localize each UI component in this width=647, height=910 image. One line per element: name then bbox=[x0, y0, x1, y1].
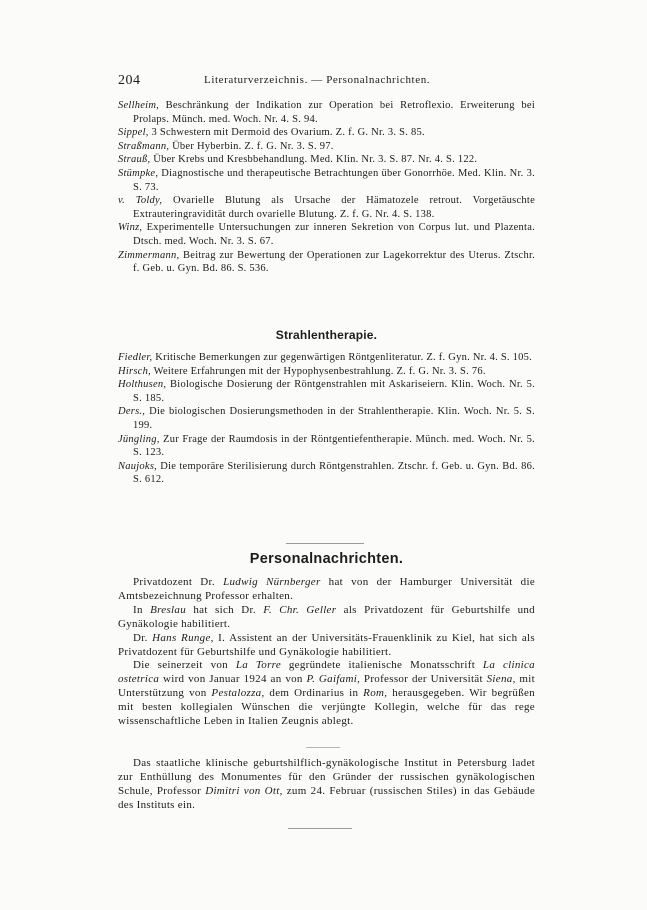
page-number: 204 bbox=[118, 73, 141, 88]
news-text: mit Unterstützung von bbox=[118, 673, 535, 700]
literature-entry bbox=[118, 221, 535, 248]
entry-text: Beschränkung der Indikation zur Operation bei Retroflexio. Erweiterung bei Prolaps. Münch. med. Woch. Nr. 4. S. 94. bbox=[133, 100, 535, 125]
place-name: Rom, bbox=[363, 687, 388, 700]
literature-entry bbox=[118, 378, 535, 405]
place-name: Siena, bbox=[486, 673, 516, 686]
entry-text: Diagnostische und therapeutische Betrachtungen über Gonorrhöe. Med. Klin. Nr. 3. S. 73. bbox=[133, 167, 535, 193]
literature-entry bbox=[118, 99, 535, 126]
news-text: gegründete italienische Monatsschrift bbox=[281, 659, 483, 672]
news-paragraph bbox=[118, 757, 535, 813]
entry-text: 3 Schwestern mit Dermoid des Ovarium. Z. f. G. Nr. 3. S. 85. bbox=[148, 127, 425, 139]
news-paragraph bbox=[118, 659, 535, 729]
entry-text: Weitere Erfahrungen mit der Hypophysenbestrahlung. Z. f. G. Nr. 3. S. 76. bbox=[150, 365, 486, 377]
news-text: Dr. bbox=[133, 631, 153, 644]
entry-text: Die temporäre Sterilisierung durch Röntgenstrahlen. Ztschr. f. Geb. u. Gyn. Bd. 86. S. 612. bbox=[133, 460, 535, 486]
literature-entry bbox=[118, 249, 535, 276]
news-text: Professor der Universität bbox=[360, 673, 487, 686]
literature-entry bbox=[118, 153, 535, 167]
entry-text: Kritische Bemerkungen zur gegenwärtigen Röntgenliteratur. Z. f. Gyn. Nr. 4. S. 105. bbox=[152, 352, 533, 363]
news-paragraph bbox=[118, 632, 535, 660]
news-text: hat sich Dr. bbox=[186, 603, 264, 616]
page-header bbox=[118, 73, 538, 91]
news-section bbox=[118, 576, 535, 729]
divider-rule-short bbox=[306, 747, 340, 748]
divider-rule-end bbox=[288, 828, 352, 829]
news-text: dem Ordinarius in bbox=[264, 687, 364, 700]
news-text: zum 24. Februar (russischen Stiles) in das Gebäude des Instituts ein. bbox=[118, 784, 536, 811]
entry-author: Sellheim, bbox=[118, 100, 160, 111]
literature-list bbox=[118, 99, 535, 276]
entry-author: Sippel, bbox=[118, 127, 149, 139]
person-name: Hans Runge, bbox=[152, 631, 214, 644]
entry-text: Biologische Dosierung der Röntgenstrahlen mit Askariseiern. Klin. Woch. Nr. 5. S. 185. bbox=[133, 379, 535, 404]
news-text: herausgegeben. Wir begrüßen mit besten kollegialen Wünschen die verjüngte Kollegin, welche für das rege wissenschaftliche Leben in Italien Zeugnis ablegt. bbox=[118, 687, 535, 728]
entry-text: Zur Frage der Raumdosis in der Röntgentiefentherapie. Münch. med. Woch. Nr. 5. S. 123. bbox=[133, 433, 535, 459]
literature-entry bbox=[118, 365, 535, 379]
news-text: In bbox=[133, 603, 151, 616]
person-name: P. Gaifami, bbox=[306, 673, 361, 686]
literature-entry bbox=[118, 405, 535, 432]
entry-text: Die biologischen Dosierungsmethoden in der Strahlentherapie. Klin. Woch. Nr. 5. S. 199. bbox=[133, 406, 535, 431]
entry-text: Beitrag zur Bewertung der Operationen zur Lagekorrektur des Uterus. Ztschr. f. Geb. u. Gyn. Bd. 86. S. 536. bbox=[133, 249, 535, 275]
news-text: als Privatdozent für Geburtshilfe und Gynäkologie habilitiert. bbox=[118, 603, 535, 630]
entry-text: Über Hyberbin. Z. f. G. Nr. 3. S. 97. bbox=[169, 140, 334, 152]
entry-author: Jüngling, bbox=[118, 433, 160, 445]
section-heading-strahlentherapie: Strahlentherapie. bbox=[275, 328, 378, 342]
literature-entry bbox=[118, 140, 535, 154]
news-text: wird von Januar 1924 an von bbox=[159, 673, 307, 686]
news-text: Privatdozent Dr. bbox=[133, 576, 224, 588]
person-name: La Torre bbox=[235, 659, 282, 672]
news-paragraph bbox=[118, 576, 535, 604]
person-name: F. Chr. Geller bbox=[263, 603, 337, 616]
news-text: Die seinerzeit von bbox=[133, 659, 236, 672]
news-text: Das staatliche klinische geburtshilflich-gynäkologische Institut in Petersburg ladet zur Enthüllung des Monumentes für den Gründer der russischen gynäkologischen Schule, Professor bbox=[118, 757, 535, 797]
entry-author: v. Toldy, bbox=[118, 195, 163, 207]
entry-text: Über Krebs und Kresbbehandlung. Med. Klin. Nr. 3. S. 87. Nr. 4. S. 122. bbox=[150, 154, 478, 166]
news-text: I. Assistent an der Universitäts-Frauenklinik zu Kiel, hat sich als Privatdozent für Geburtshilfe und Gynäkologie habilitiert. bbox=[118, 631, 535, 658]
entry-author: Hirsch, bbox=[118, 365, 151, 377]
person-name: Pestalozza, bbox=[211, 687, 265, 700]
entry-author: Stümpke, bbox=[118, 167, 159, 179]
entry-author: Naujoks, bbox=[118, 460, 158, 472]
literature-entry bbox=[118, 433, 535, 460]
literature-list-strahlentherapie bbox=[118, 351, 535, 487]
entry-text: Experimentelle Untersuchungen zur inneren Sekretion von Corpus lut. und Plazenta. Dtsch. med. Woch. Nr. 3. S. 67. bbox=[133, 222, 535, 247]
literature-entry bbox=[118, 194, 535, 221]
person-name: Dimitri von Ott, bbox=[205, 784, 283, 797]
entry-author: Zimmermann, bbox=[118, 249, 180, 261]
entry-author: Winz, bbox=[118, 222, 143, 234]
entry-text: Ovarielle Blutung als Ursache der Hämatozele retrout. Vorgetäuschte Extrauteringravidität durch ovarielle Blutung. Z. f. G. Nr. 4. S. 138. bbox=[133, 195, 535, 220]
entry-author: Fiedler, bbox=[118, 352, 153, 363]
entry-author: Straßmann, bbox=[118, 140, 170, 152]
person-name: Ludwig Nürnberger bbox=[223, 576, 321, 588]
literature-entry bbox=[118, 167, 535, 194]
running-title: Literaturverzeichnis. — Personalnachrichten. bbox=[204, 74, 431, 86]
literature-entry bbox=[118, 460, 535, 487]
literature-entry bbox=[118, 351, 535, 365]
literature-entry bbox=[118, 126, 535, 140]
news-section-petersburg bbox=[118, 757, 535, 813]
news-paragraph bbox=[118, 604, 535, 632]
divider-rule bbox=[286, 543, 364, 544]
place-name: Breslau bbox=[150, 603, 187, 616]
section-heading-personalnachrichten: Personalnachrichten. bbox=[249, 551, 404, 567]
journal-name: La clinica ostetrica bbox=[118, 659, 535, 686]
entry-author: Strauß, bbox=[118, 154, 151, 166]
entry-author: Ders., bbox=[118, 406, 146, 418]
news-text: hat von der Hamburger Universität die Amtsbezeichnung Professor erhalten. bbox=[118, 576, 536, 602]
entry-author: Holthusen, bbox=[118, 379, 167, 391]
